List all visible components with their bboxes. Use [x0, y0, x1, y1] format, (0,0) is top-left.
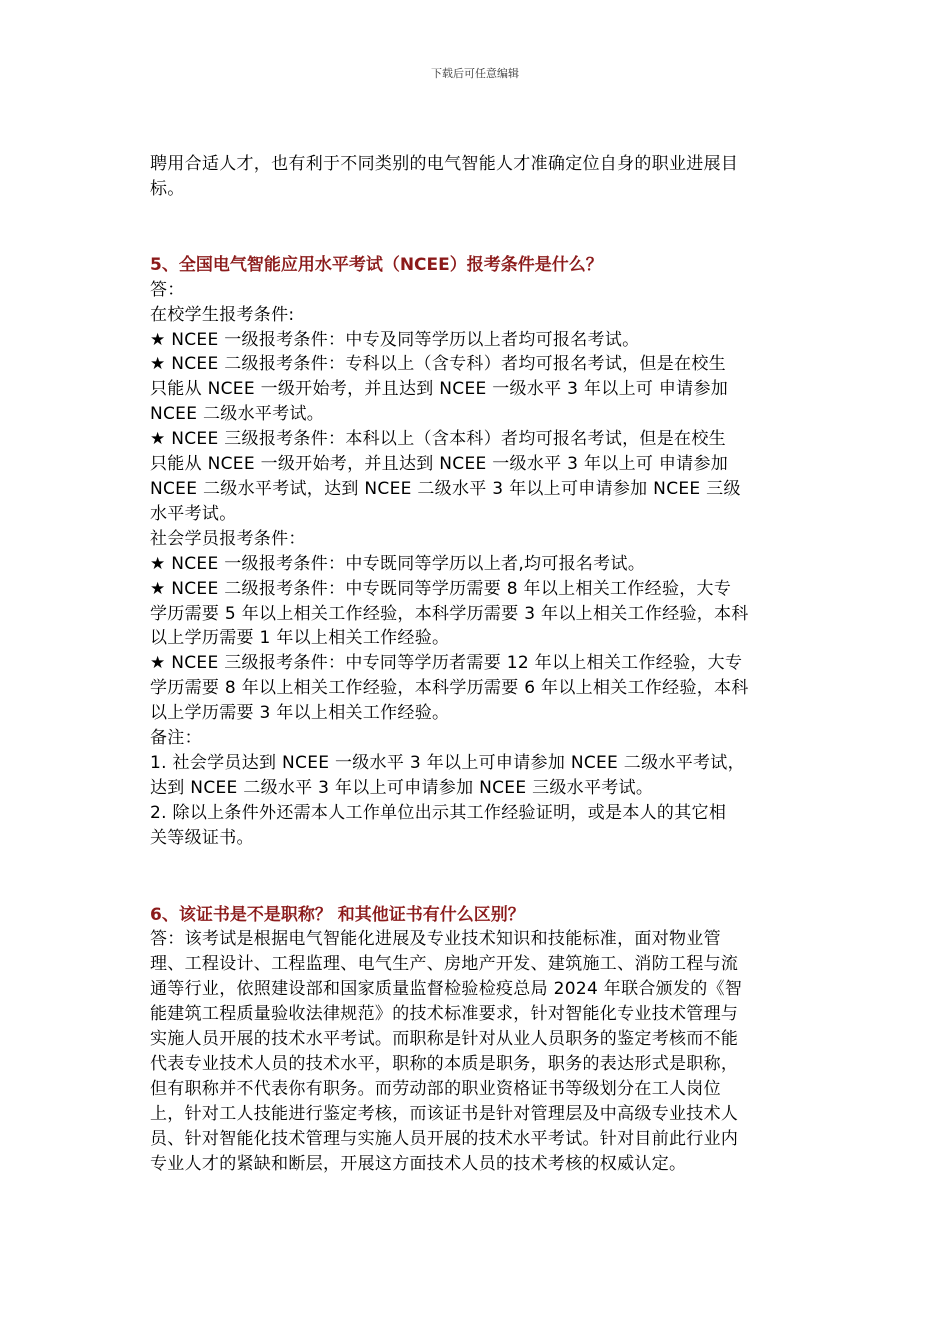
text-line: 员、针对智能化技术管理与实施人员开展的技术水平考试。针对目前此行业内 [150, 1128, 739, 1149]
section-6-heading: 6、该证书是不是职称？ 和其他证书有什么区别？ [150, 904, 525, 925]
text-line: 答： [150, 279, 185, 300]
text-line: 只能从 NCEE 一级开始考，并且达到 NCEE 一级水平 3 年以上可 申请参加 [150, 454, 729, 475]
text-line: 理、工程设计、工程监理、电气生产、房地产开发、建筑施工、消防工程与流 [150, 954, 739, 975]
text-line: 社会学员报考条件： [150, 528, 306, 549]
text-line: ★ NCEE 二级报考条件：专科以上（含专科）者均可报名考试，但是在校生 [150, 354, 726, 375]
text-line: 通等行业，依照建设部和国家质量监督检验检疫总局 2024 年联合颁发的《智 [150, 979, 743, 1000]
text-line: 以上学历需要 3 年以上相关工作经验。 [150, 703, 450, 724]
section-6 [150, 903, 810, 1177]
text-line: ★ NCEE 一级报考条件：中专及同等学历以上者均可报名考试。 [150, 329, 640, 350]
text-line: 以上学历需要 1 年以上相关工作经验。 [150, 628, 450, 649]
text-line: 实施人员开展的技术水平考试。而职称是针对从业人员职务的鉴定考核而不能 [150, 1029, 739, 1050]
text-line: 上，针对工人技能进行鉴定考核，而该证书是针对管理层及中高级专业技术人 [150, 1103, 739, 1124]
text-line: 答：该考试是根据电气智能化进展及专业技术知识和技能标准，面对物业管 [150, 929, 721, 950]
text-line: 专业人才的紧缺和断层，开展这方面技术人员的技术考核的权威认定。 [150, 1153, 687, 1174]
text-line: 学历需要 5 年以上相关工作经验，本科学历需要 3 年以上相关工作经验，本科 [150, 603, 749, 624]
page-header: 下载后可任意编辑 [431, 67, 519, 80]
section-5 [150, 253, 810, 851]
text-line: 2. 除以上条件外还需本人工作单位出示其工作经验证明，或是本人的其它相 [150, 802, 727, 823]
section-5-heading: 5、全国电气智能应用水平考试（NCEE）报考条件是什么？ [150, 254, 603, 275]
text-line: ★ NCEE 二级报考条件：中专既同等学历需要 8 年以上相关工作经验，大专 [150, 578, 732, 599]
text-line: ★ NCEE 一级报考条件：中专既同等学历以上者,均可报名考试。 [150, 553, 646, 574]
intro-paragraph [150, 152, 810, 202]
text-line: 学历需要 8 年以上相关工作经验，本科学历需要 6 年以上相关工作经验，本科 [150, 678, 749, 699]
spacer [150, 851, 810, 903]
text-line: NCEE 二级水平考试，达到 NCEE 二级水平 3 年以上可申请参加 NCEE 三级 [150, 478, 741, 499]
document-body [150, 152, 810, 1177]
text-line: 1. 社会学员达到 NCEE 一级水平 3 年以上可申请参加 NCEE 二级水平考试， [150, 752, 745, 773]
text-line: NCEE 二级水平考试。 [150, 404, 325, 425]
text-line: 达到 NCEE 二级水平 3 年以上可申请参加 NCEE 三级水平考试。 [150, 777, 654, 798]
text-line: 备注： [150, 728, 202, 749]
text-line: 只能从 NCEE 一级开始考，并且达到 NCEE 一级水平 3 年以上可 申请参加 [150, 379, 729, 400]
text-line: 在校学生报考条件: [150, 304, 295, 325]
text-line: 但有职称并不代表你有职务。而劳动部的职业资格证书等级划分在工人岗位 [150, 1078, 721, 1099]
text-line: 代表专业技术人员的技术水平，职称的本质是职务，职务的表达形式是职称， [150, 1054, 739, 1074]
spacer [150, 202, 810, 253]
text-line: 水平考试。 [150, 503, 237, 524]
text-line: 标。 [150, 178, 185, 199]
text-line: 关等级证书。 [150, 827, 254, 848]
text-line: 聘用合适人才，也有利于不同类别的电气智能人才准确定位自身的职业进展目 [150, 154, 739, 174]
text-line: ★ NCEE 三级报考条件：中专同等学历者需要 12 年以上相关工作经验，大专 [150, 653, 743, 674]
text-line: 能建筑工程质量验收法律规范》的技术标准要求，针对智能化专业技术管理与 [150, 1004, 739, 1025]
text-line: ★ NCEE 三级报考条件：本科以上（含本科）者均可报名考试，但是在校生 [150, 429, 726, 450]
